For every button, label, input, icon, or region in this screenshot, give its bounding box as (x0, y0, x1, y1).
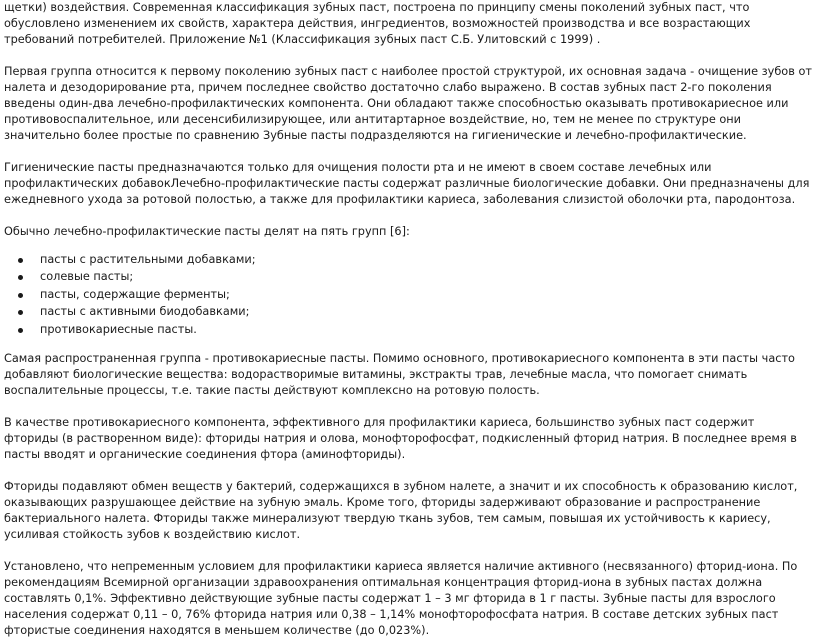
paragraph-fluoride-ion: Установлено, что непременным условием для профилактики кариеса является наличие активного (несвязанного) фторид-иона. По рекомендациям Всемирной организации здравоохранения оптимальная концентрация фторид-иона в зубных пастах должна составлять 0,1%. Эффективно действующие зубные пасты содержат 1 – 3 мг фторида в 1 г пасты. Зубные пасты для взрослого населения содержат 0,11 – 0, 76% фторида натрия или 0,38 – 1,14% монофторофосфата натрия. В составе детских зубных паст фтористые соединения находятся в меньшем количестве (до 0,023%). (4, 559, 798, 637)
spacer (4, 240, 812, 252)
bullet-icon (18, 310, 23, 315)
paragraph-fluorides-action: Фториды подавляют обмен веществ у бактерий, содержащихся в зубном налете, а значит и их способность к образованию кислот, оказывающих разрушающее действие на зубную эмаль. Кроме того, фториды задерживают образование и распространение бактериального налета. Фториды также минерализуют твердую ткань зубов, тем самым, повышая их устойчивость к кариесу, усиливая стойкость зубов к воздействию кислот. (4, 479, 798, 541)
list-item: пасты с растительными добавками; (16, 252, 812, 268)
spacer (4, 144, 812, 160)
paragraph-anticaries-group: Самая распространенная группа - противокариесные пасты. Помимо основного, противокариесного компонента в эти пасты часто добавляют биологические вещества: водорастворимые витамины, экстракты трав, лечебные масла, что помогает снимать воспалительные процессы, т.е. такие пасты действуют комплексно на ротовую полость. (4, 351, 795, 397)
spacer (4, 339, 812, 351)
paragraph-hygienic-pastes: Гигиенические пасты предназначаются только для очищения полости рта и не имеют в своем составе лечебных или профилактических добавокЛечебно-профилактические пасты содержат различные биологические добавки. Они предназначены для ежедневного ухода за ротовой полостью, а также для профилактики кариеса, заболевания слизистой оболочки рта, пародонтоза. (4, 161, 810, 206)
spacer (4, 463, 812, 479)
list-item: пасты с активными биодобавками; (16, 304, 812, 320)
spacer (4, 399, 812, 415)
spacer (4, 543, 812, 559)
paste-groups-list (4, 252, 812, 338)
document-body (4, 0, 812, 639)
paragraph-fluorides-component: В качестве противокариесного компонента, эффективного для профилактики кариеса, большинство зубных паст содержит фториды (в растворенном виде): фториды натрия и олова, монофторофосфат, подкисленный фторид натрия. В последнее время в пасты вводят и органические соединения фтора (аминофториды). (4, 415, 797, 461)
list-item: противокариесные пасты. (16, 322, 812, 338)
paragraph-classification-intro: щетки) воздействия. Современная классификация зубных паст, построена по принципу смены поколений зубных паст, что обусловлено изменением их свойств, характера действия, ингредиентов, возможностей производства и все возрастающих требований потребителей. Приложение №1 (Классификация зубных паст С.Б. Улитовский с 1999) . (4, 1, 751, 46)
paragraph-first-group: Первая группа относится к первому поколению зубных паст с наиболее простой структурой, их основная задача - очищение зубов от налета и дезодорирование рта, причем последнее свойство достаточно слабо выражено. В состав зубных паст 2-го поколения введены один-два лечебно-профилактических компонента. Они обладают также способностью оказывать противокариесное или противовоспалительное, или десенсибилизирующее, или антитартарное воздействие, но, тем не менее по структуре они значительно более простые по сравнению Зубные пасты подразделяются на гигиенические и лечебно-профилактические. (4, 65, 812, 142)
bullet-icon (18, 293, 23, 298)
list-item: солевые пасты; (16, 269, 812, 285)
bullet-icon (18, 275, 23, 280)
list-item: пасты, содержащие ферменты; (16, 287, 812, 303)
bullet-icon (18, 328, 23, 333)
paragraph-five-groups: Обычно лечебно-профилактические пасты делят на пять групп [6]: (4, 225, 410, 238)
spacer (4, 208, 812, 224)
bullet-icon (18, 258, 23, 263)
spacer (4, 48, 812, 64)
